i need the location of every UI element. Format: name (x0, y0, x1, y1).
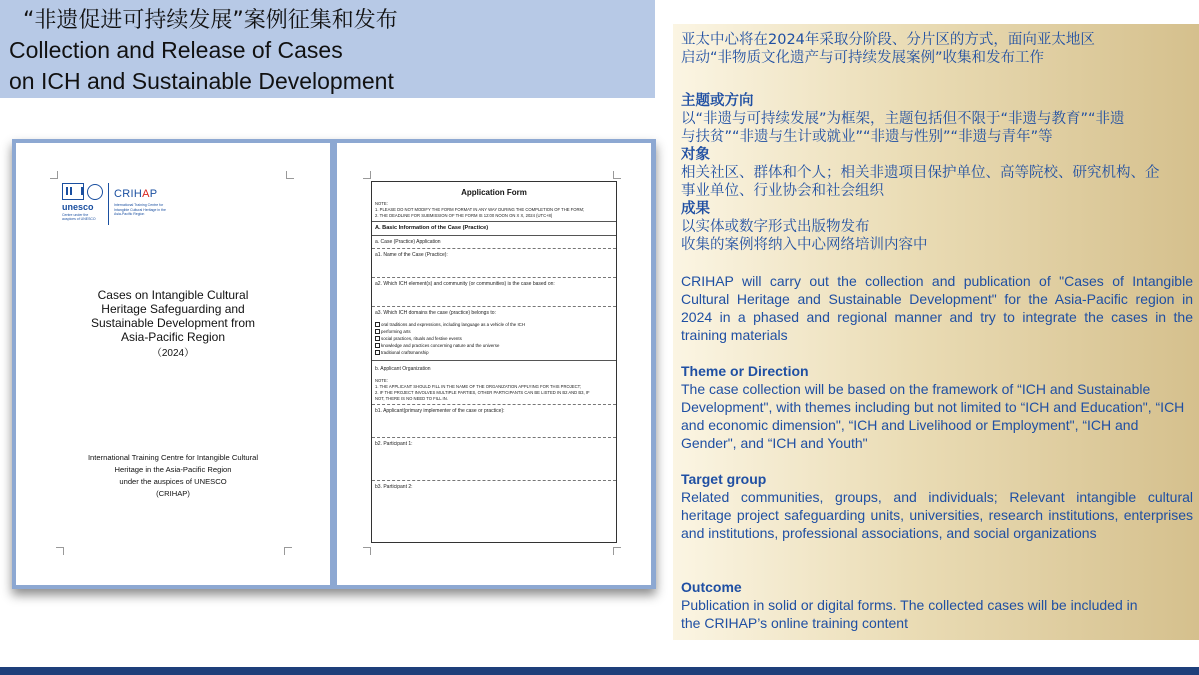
unesco-subtext: Centre under the auspices of UNESCO (62, 213, 96, 221)
form-field-b3: b3. Participant 2: (375, 484, 413, 490)
title-chinese: “非遗促进可持续发展”案例征集和发布 (23, 8, 398, 33)
form-checkbox-option: knowledge and practices concerning nature and the universe (375, 343, 499, 349)
form-checkbox-option: social practices, rituals and festive events (375, 336, 462, 342)
cover-page (16, 143, 330, 585)
form-field-b2: b2. Participant 1: (375, 441, 413, 447)
form-rule (372, 360, 616, 361)
outcome-cn-line: 以实体或数字形式出版物发布 (681, 219, 870, 235)
form-note: 2. IF THE PROJECT INVOLVES MULTIPLE PARTIES, OTHER PARTICIPANTS CAN BE LISTED IN B2 AND B3, IF (375, 390, 590, 395)
crop-mark (613, 171, 621, 179)
form-rule (372, 277, 616, 278)
intro-cn-line: 亚太中心将在2024年采取分阶段、分片区的方式，面向亚太地区 (681, 32, 1095, 48)
form-note: 1. THE APPLICANT SHOULD FILL IN THE NAME OF THE ORGANIZATION APPLYING FOR THIS PROJECT; (375, 384, 581, 389)
crop-mark (286, 171, 294, 179)
target-cn-line: 相关社区、群体和个人；相关非遗项目保护单位、高等院校、研究机构、企 (681, 165, 1160, 181)
form-section-a: A. Basic Information of the Case (Practice) (375, 225, 489, 231)
crihap-suffix: P (149, 188, 158, 200)
intro-cn-line: 启动“非物质文化遗产与可持续发展案例”收集和发布工作 (681, 50, 1045, 66)
crihap-subtext: International Training Centre for Intangible Cultural Heritage in the Asia-Pacific Region (114, 203, 166, 216)
cover-institution-line: International Training Centre for Intangible Cultural (87, 453, 259, 462)
form-checkbox-option: traditional craftsmanship (375, 350, 429, 356)
form-rule (372, 404, 616, 405)
form-note: NOT, THERE IS NO NEED TO FILL IN. (375, 396, 448, 401)
form-rule (372, 221, 616, 222)
crop-mark (56, 547, 64, 555)
crop-mark (50, 171, 58, 179)
target-cn-line: 事业单位、行业协会和社会组织 (681, 183, 884, 199)
form-checkbox-option: oral traditions and expressions, including language as a vehicle of the ICH (375, 322, 525, 328)
form-rule (372, 306, 616, 307)
form-note-label: NOTE: (375, 378, 388, 383)
slide-title-block (0, 0, 655, 98)
target-en-paragraph: Related communities, groups, and individuals; Relevant intangible cultural heritage project safeguarding units, universities, research institutions, enterprises and institutions, professional associations, and social organizations (681, 489, 1193, 541)
cover-year: （2024） (151, 348, 195, 359)
form-note: 1. PLEASE DO NOT MODIFY THE FORM FORMAT IN ANY WAY DURING THE COMPLETION OF THE FORM; (375, 207, 585, 212)
outcome-en-line: the CRIHAP’s online training content (681, 615, 908, 631)
intro-en-paragraph: CRIHAP will carry out the collection and publication of "Cases of Intangible Cultural Heritage and Sustainable Development" for the Asia-Pacific region in 2024 in a phased and regional manner and try to integrate the cases in the training materials (681, 273, 1193, 343)
form-rule (372, 480, 616, 481)
crop-mark (284, 547, 292, 555)
title-english-line-1: Collection and Release of Cases (9, 37, 343, 63)
cover-title-line: Heritage Safeguarding and (101, 302, 245, 316)
target-en-heading: Target group (681, 471, 767, 487)
crop-mark (363, 547, 371, 555)
crop-mark (613, 547, 621, 555)
crihap-prefix: CRIH (114, 188, 143, 200)
target-cn-heading: 对象 (681, 147, 710, 163)
theme-cn-heading: 主题或方向 (681, 93, 754, 109)
form-field-label: b. Applicant Organization (375, 366, 431, 372)
form-field-a1: a1. Name of the Case (Practice): (375, 252, 448, 258)
form-rule (372, 248, 616, 249)
form-title: Application Form (461, 188, 527, 197)
form-checkbox-option: performing arts (375, 329, 411, 335)
form-rule (372, 235, 616, 236)
outcome-cn-heading: 成果 (681, 201, 710, 217)
crihap-wordmark (114, 188, 157, 200)
form-note-label: NOTE: (375, 201, 388, 206)
cover-institution-line: (CRIHAP) (156, 489, 190, 498)
form-field-b1: b1. Applicant(primary implementer of the case or practice): (375, 408, 505, 414)
title-english-line-2: on ICH and Sustainable Development (9, 68, 394, 94)
cover-institution-line: under the auspices of UNESCO (119, 477, 227, 486)
logo-divider (108, 183, 109, 225)
theme-cn-line: 以“非遗与可持续发展”为框架，主题包括但不限于“非遗与教育”“非遗 (681, 111, 1125, 127)
application-form (371, 181, 617, 543)
unesco-temple-icon (62, 183, 84, 200)
organization-logo (62, 183, 172, 233)
cover-institution-line: Heritage in the Asia-Pacific Region (114, 465, 232, 474)
cover-title (16, 288, 330, 344)
form-field-a2: a2. Which ICH element(s) and community (or communities) is the case based on: (375, 281, 555, 287)
theme-en-paragraph: The case collection will be based on the framework of “ICH and Sustainable Development", with themes including but not limited to “ICH and Education", “ICH and economic dimension", “ICH and Livelihood or Employment", “ICH and Gender", and “ICH and Youth" (681, 381, 1185, 451)
theme-en-heading: Theme or Direction (681, 363, 809, 379)
cover-title-line: Asia-Pacific Region (120, 330, 226, 344)
form-field-a3: a3. Which ICH domains the case (practice) belongs to: (375, 310, 496, 316)
unesco-wordmark: unesco (62, 202, 94, 212)
theme-cn-line: 与扶贫”“非遗与生计或就业”“非遗与性别”“非遗与青年”等 (681, 129, 1053, 145)
outcome-en-line: Publication in solid or digital forms. The collected cases will be included in (681, 597, 1138, 613)
outcome-cn-line: 收集的案例将纳入中心网络培训内容中 (681, 237, 928, 253)
footer-bar (0, 667, 1199, 675)
form-field-label: a. Case (Practice) Application (375, 239, 441, 245)
crop-mark (363, 171, 371, 179)
unesco-emblem-icon (87, 184, 103, 200)
application-form-page (337, 143, 651, 585)
cover-title-line: Cases on Intangible Cultural (97, 288, 249, 302)
outcome-en-heading: Outcome (681, 579, 742, 595)
cover-institution (16, 452, 330, 500)
form-note: 2. THE DEADLINE FOR SUBMISSION OF THE FORM IS 12:00 NOON ON X X, 2024 (UTC+8) (375, 213, 553, 218)
crihap-accent-letter: A (142, 188, 150, 200)
cover-title-line: Sustainable Development from (90, 316, 256, 330)
form-rule (372, 437, 616, 438)
